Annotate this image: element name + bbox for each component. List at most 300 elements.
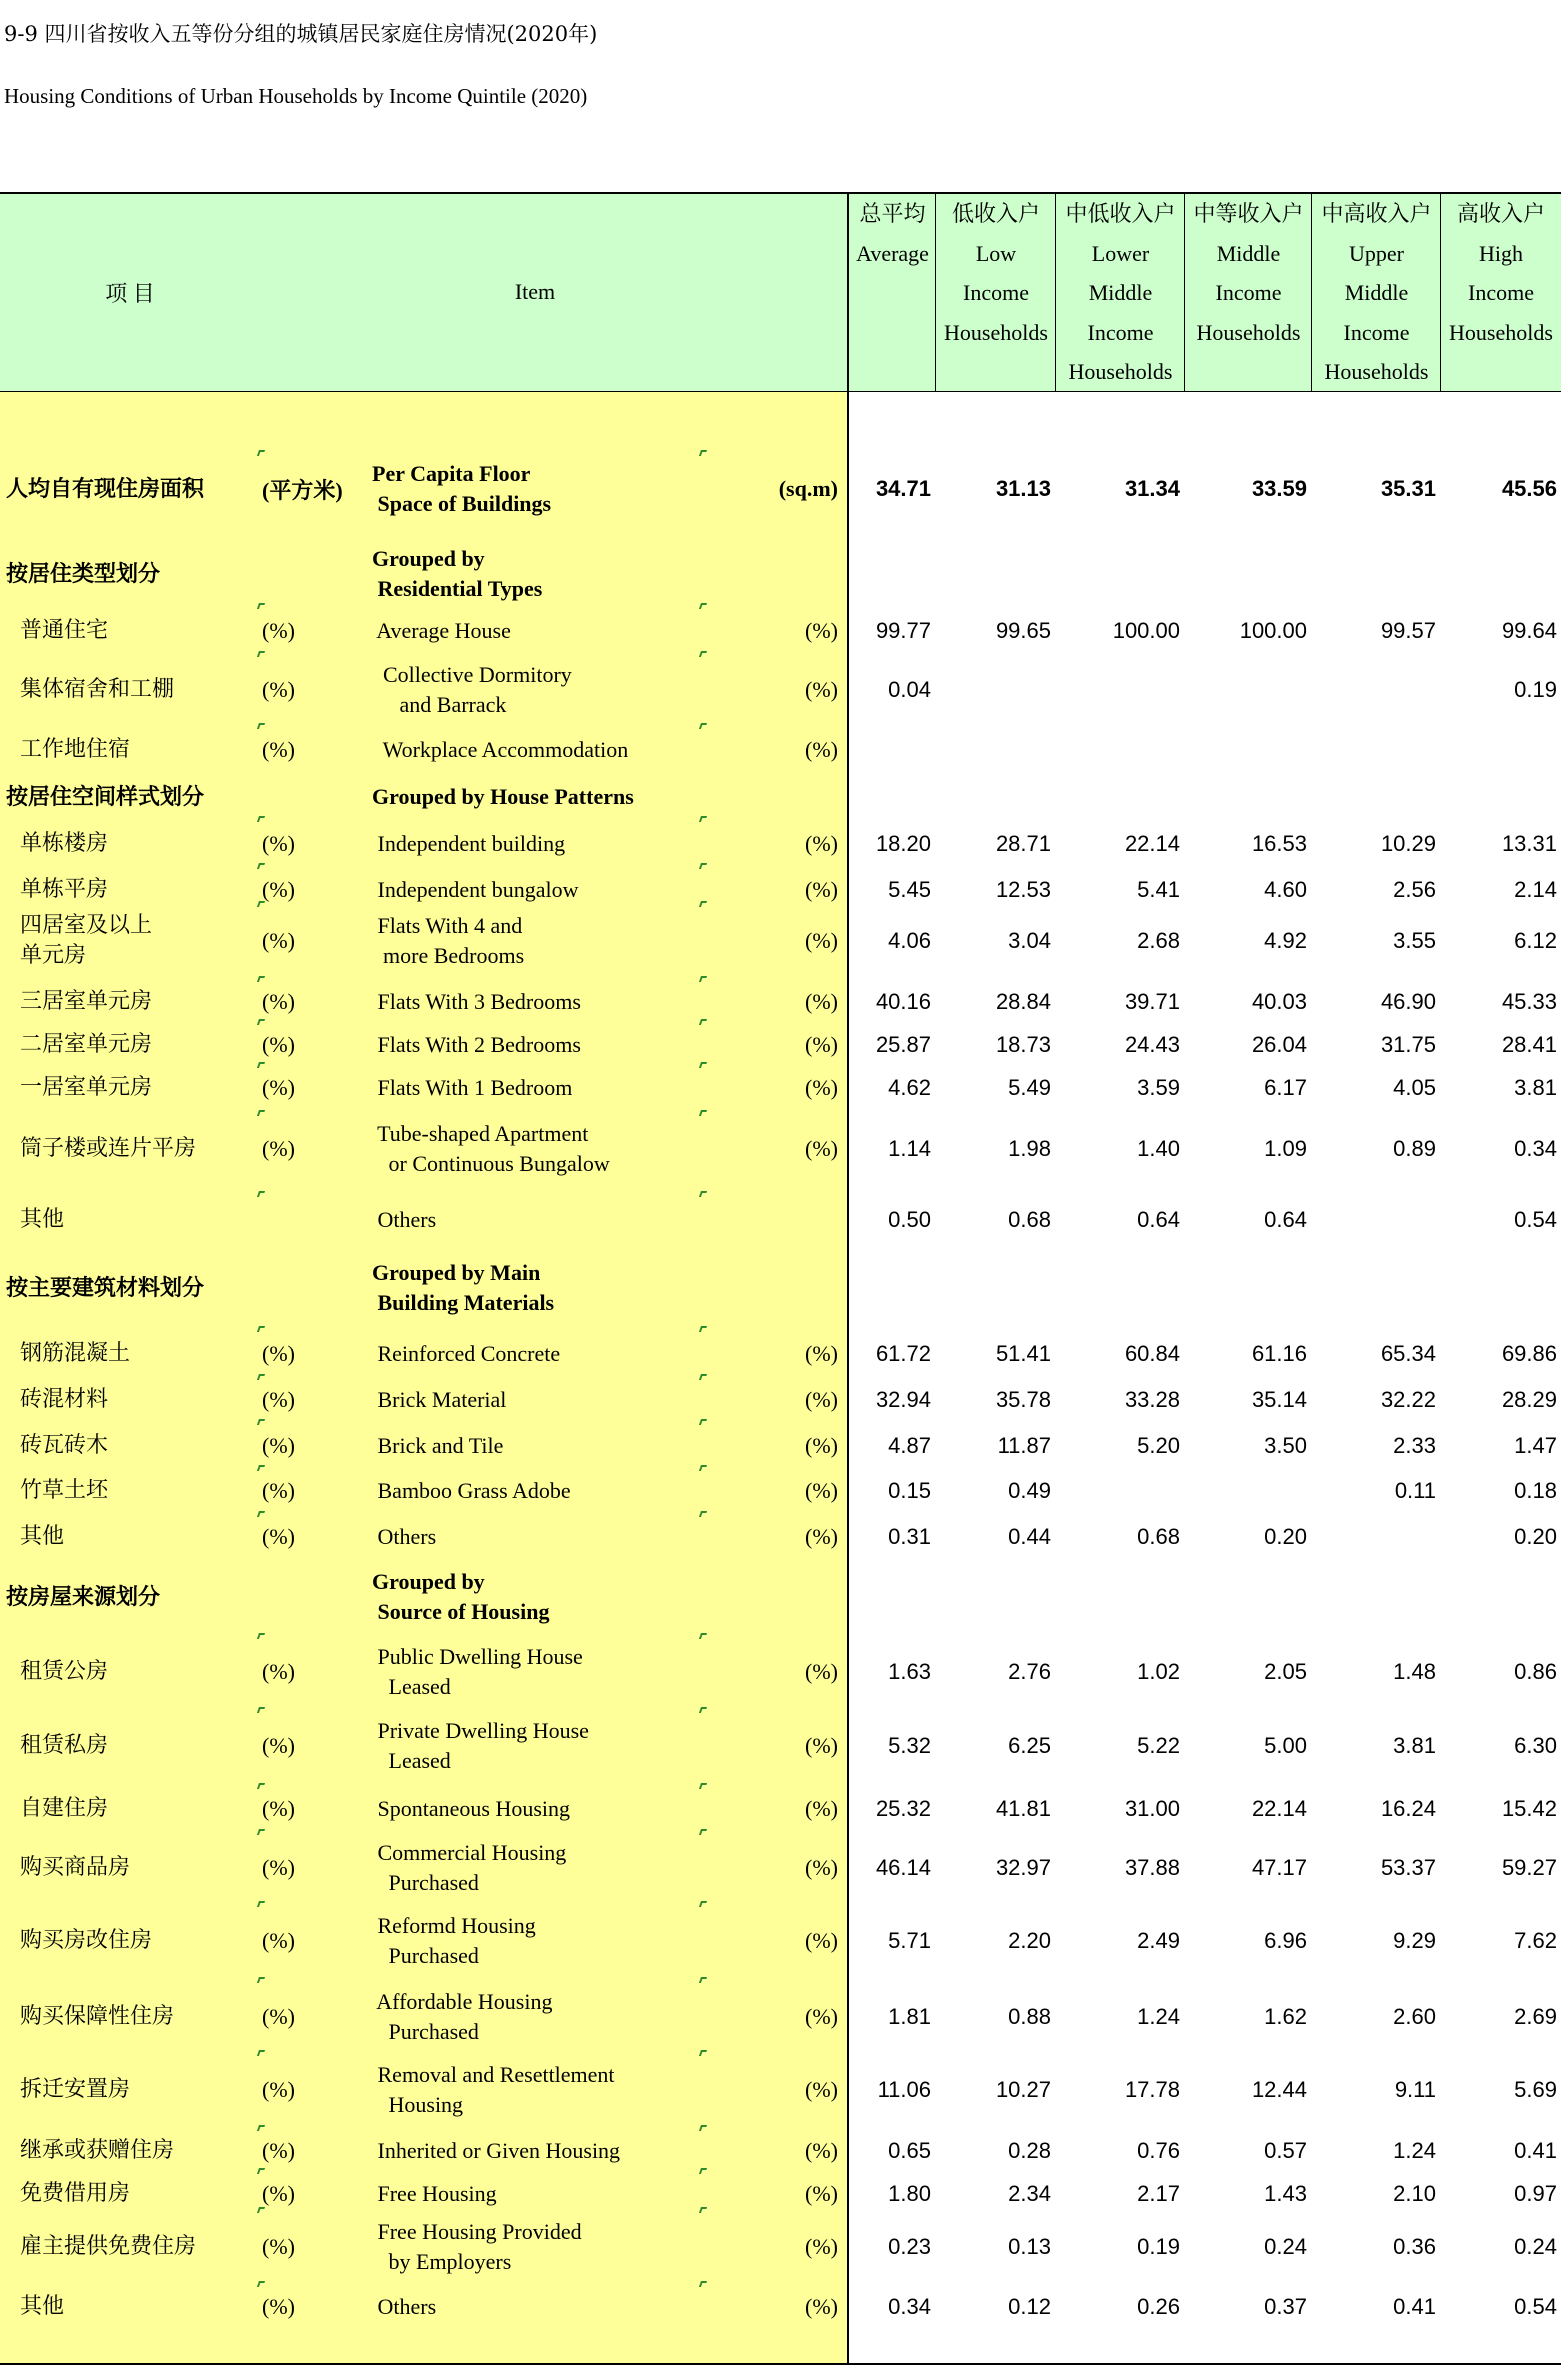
table-cell-value: 2.56 xyxy=(1393,877,1436,902)
table-cell-value: 5.32 xyxy=(888,1733,931,1758)
table-cell-value: 0.04 xyxy=(888,677,931,702)
table-cell-value: 51.41 xyxy=(995,1341,1051,1366)
cell-marker-icon xyxy=(700,2281,704,2285)
table-cell-value: 69.86 xyxy=(1501,1341,1557,1366)
table-cell-value: 16.53 xyxy=(1251,831,1307,856)
table-cell-value: 100.00 xyxy=(1239,618,1307,643)
table-cell-value: 5.22 xyxy=(1137,1733,1180,1758)
row-unit-cn: (%) xyxy=(262,831,295,856)
cell-marker-icon xyxy=(258,2125,262,2129)
table-cell-value: 1.02 xyxy=(1137,1659,1180,1684)
table-cell-value: 1.09 xyxy=(1264,1136,1307,1161)
table-cell-value: 0.12 xyxy=(1008,2294,1051,2319)
row-label-cn: 自建住房 xyxy=(6,1796,108,1821)
column-header-label: 中等收入户 Middle Income Households xyxy=(1193,201,1304,345)
row-label-cn: 其他 xyxy=(6,2294,64,2319)
row-unit-cn: (%) xyxy=(262,2077,295,2102)
row-label-en: Flats With 4 and more Bedrooms xyxy=(377,913,525,968)
row-label-en: Inherited or Given Housing xyxy=(372,2138,621,2163)
table-cell-value: 0.86 xyxy=(1514,1659,1557,1684)
table-cell-value: 17.78 xyxy=(1124,2077,1180,2102)
table-cell-value: 46.14 xyxy=(875,1855,931,1880)
table-cell-value: 4.06 xyxy=(888,928,931,953)
row-label-cn: 砖瓦砖木 xyxy=(6,1433,108,1458)
page-title-cn: 9-9 四川省按收入五等份分组的城镇居民家庭住房情况(2020年) xyxy=(4,22,598,46)
cell-marker-icon xyxy=(258,1019,262,1023)
cell-marker-icon xyxy=(258,1465,262,1469)
row-unit-cn: (%) xyxy=(262,2138,295,2163)
cell-marker-icon xyxy=(700,2050,704,2054)
row-unit-cn: (平方米) xyxy=(262,477,343,503)
row-label-cn: 四居室及以上 单元房 xyxy=(19,913,152,968)
row-label-en: Grouped by Source of Housing xyxy=(372,1569,550,1624)
table-cell-value: 32.22 xyxy=(1380,1387,1436,1412)
row-label-en: Reformd Housing Purchased xyxy=(377,1913,536,1968)
row-label-en: Others xyxy=(372,2294,437,2319)
table-cell-value: 99.65 xyxy=(995,618,1051,643)
cell-marker-icon xyxy=(258,1707,262,1711)
table-cell-value: 46.90 xyxy=(1380,989,1436,1014)
table-cell-value: 18.20 xyxy=(875,831,931,856)
table-cell-value: 24.43 xyxy=(1124,1032,1180,1057)
table-cell-value: 3.81 xyxy=(1393,1733,1436,1758)
row-label-en: Others xyxy=(372,1524,437,1549)
cell-marker-icon xyxy=(258,651,262,655)
row-label-en: Private Dwelling House Leased xyxy=(377,1718,589,1773)
row-label-cn: 集体宿舍和工棚 xyxy=(6,677,174,702)
row-unit-cn: (%) xyxy=(262,2181,295,2206)
table-cell-value: 1.98 xyxy=(1008,1136,1051,1161)
cell-marker-icon xyxy=(258,901,262,905)
row-label-cn: 单栋平房 xyxy=(6,877,108,902)
cell-marker-icon xyxy=(700,1191,704,1195)
row-label-en: Flats With 1 Bedroom xyxy=(372,1075,573,1100)
row-unit-en: (%) xyxy=(805,1796,838,1821)
row-label-cn: 其他 xyxy=(6,1207,64,1232)
table-cell-value: 5.49 xyxy=(1008,1075,1051,1100)
row-label-en: Tube-shaped Apartment or Continuous Bungalow xyxy=(377,1121,610,1176)
table-cell-value: 65.34 xyxy=(1380,1341,1436,1366)
table-cell-value: 15.42 xyxy=(1501,1796,1557,1821)
row-label-en: Bamboo Grass Adobe xyxy=(372,1478,571,1503)
row-unit-cn: (%) xyxy=(262,877,295,902)
table-cell-value: 11.87 xyxy=(997,1433,1051,1458)
cell-marker-icon xyxy=(700,450,704,454)
table-cell-value: 0.19 xyxy=(1514,677,1557,702)
table-cell-value: 34.71 xyxy=(875,476,931,501)
cell-marker-icon xyxy=(700,1901,704,1905)
cell-marker-icon xyxy=(700,816,704,820)
table-cell-value: 0.64 xyxy=(1137,1207,1180,1232)
table-cell-value: 47.17 xyxy=(1251,1855,1307,1880)
table-cell-value: 11.06 xyxy=(877,2077,931,2102)
row-label-cn: 租赁公房 xyxy=(6,1659,108,1684)
cell-marker-icon xyxy=(258,723,262,727)
table-cell-value: 41.81 xyxy=(995,1796,1051,1821)
table-cell-value: 1.14 xyxy=(888,1136,931,1161)
row-unit-en: (%) xyxy=(805,1524,838,1549)
row-unit-en: (%) xyxy=(805,2077,838,2102)
row-label-en: Public Dwelling House Leased xyxy=(377,1644,583,1699)
table-cell-value: 13.31 xyxy=(1501,831,1557,856)
row-label-cn: 按居住类型划分 xyxy=(6,561,161,587)
table-cell-value: 9.29 xyxy=(1393,1928,1436,1953)
row-unit-en: (%) xyxy=(805,1928,838,1953)
table-cell-value: 0.34 xyxy=(888,2294,931,2319)
table-cell-value: 0.15 xyxy=(888,1478,931,1503)
table-cell-value: 1.43 xyxy=(1264,2181,1307,2206)
page-title-en: Housing Conditions of Urban Households by Income Quintile (2020) xyxy=(4,84,588,108)
table-cell-value: 3.55 xyxy=(1393,928,1436,953)
row-unit-cn: (%) xyxy=(262,1433,295,1458)
cell-marker-icon xyxy=(700,1977,704,1981)
table-cell-value: 40.03 xyxy=(1251,989,1307,1014)
table-cell-value: 0.44 xyxy=(1008,1524,1051,1549)
table-cell-value: 3.50 xyxy=(1264,1433,1307,1458)
table-cell-value: 5.20 xyxy=(1137,1433,1180,1458)
table-cell-value: 3.81 xyxy=(1514,1075,1557,1100)
row-label-en: Commercial Housing Purchased xyxy=(377,1840,567,1895)
row-unit-cn: (%) xyxy=(262,1928,295,1953)
table-cell-value: 2.68 xyxy=(1137,928,1180,953)
table-cell-value: 0.68 xyxy=(1137,1524,1180,1549)
row-unit-cn: (%) xyxy=(262,1387,295,1412)
table-cell-value: 2.76 xyxy=(1008,1659,1051,1684)
row-unit-en: (%) xyxy=(805,2294,838,2319)
table-cell-value: 2.34 xyxy=(1008,2181,1051,2206)
row-unit-cn: (%) xyxy=(262,1796,295,1821)
row-unit-en: (%) xyxy=(805,618,838,643)
cell-marker-icon xyxy=(258,976,262,980)
column-header-label: 中高收入户 Upper Middle Income Households xyxy=(1321,201,1432,384)
table-cell-value: 33.59 xyxy=(1251,476,1307,501)
table-cell-value: 0.50 xyxy=(888,1207,931,1232)
table-cell-value: 53.37 xyxy=(1380,1855,1436,1880)
column-header-label: 总平均 Average xyxy=(856,201,929,266)
table-cell-value: 28.29 xyxy=(1501,1387,1557,1412)
table-cell-value: 0.54 xyxy=(1514,1207,1557,1232)
row-label-en: Affordable Housing Purchased xyxy=(376,1989,553,2044)
cell-marker-icon xyxy=(700,1511,704,1515)
table-cell-value: 22.14 xyxy=(1124,831,1180,856)
table-cell-value: 2.33 xyxy=(1393,1433,1436,1458)
table-cell-value: 28.84 xyxy=(995,989,1051,1014)
cell-marker-icon xyxy=(700,976,704,980)
table-cell-value: 10.29 xyxy=(1380,831,1436,856)
table-cell-value: 0.89 xyxy=(1393,1136,1436,1161)
cell-marker-icon xyxy=(700,1110,704,1114)
column-header xyxy=(1441,192,1561,394)
table-cell-value: 2.17 xyxy=(1137,2181,1180,2206)
table-cell-value: 18.73 xyxy=(995,1032,1051,1057)
row-unit-en: (%) xyxy=(805,1341,838,1366)
row-unit-cn: (%) xyxy=(262,677,295,702)
table-cell-value: 6.30 xyxy=(1514,1733,1557,1758)
table-cell-value: 45.56 xyxy=(1501,476,1557,501)
row-label-cn: 钢筋混凝土 xyxy=(6,1341,130,1366)
row-unit-cn: (%) xyxy=(262,737,295,762)
row-unit-cn: (%) xyxy=(262,1478,295,1503)
row-label-en: Workplace Accommodation xyxy=(372,737,629,762)
row-unit-en: (%) xyxy=(805,1433,838,1458)
table-cell-value: 99.57 xyxy=(1380,618,1436,643)
row-label-cn: 三居室单元房 xyxy=(6,989,152,1014)
column-header xyxy=(936,192,1056,394)
table-cell-value: 9.11 xyxy=(1394,2077,1436,2102)
table-cell-value: 33.28 xyxy=(1124,1387,1180,1412)
table-cell-value: 35.14 xyxy=(1251,1387,1307,1412)
cell-marker-icon xyxy=(700,863,704,867)
table-cell-value: 0.54 xyxy=(1514,2294,1557,2319)
table-cell-value: 1.24 xyxy=(1137,2004,1180,2029)
table-cell-value: 2.60 xyxy=(1393,2004,1436,2029)
row-label-en: Free Housing Provided by Employers xyxy=(377,2219,582,2274)
table-cell-value: 6.12 xyxy=(1514,928,1557,953)
column-header xyxy=(1185,192,1312,394)
row-unit-en: (%) xyxy=(805,737,838,762)
row-unit-cn: (%) xyxy=(262,1524,295,1549)
row-label-cn: 按主要建筑材料划分 xyxy=(6,1275,205,1301)
table-cell-value: 0.49 xyxy=(1008,1478,1051,1503)
column-header xyxy=(1056,192,1185,394)
table-cell-value: 0.76 xyxy=(1137,2138,1180,2163)
cell-marker-icon xyxy=(258,2168,262,2172)
row-label-en: Independent bungalow xyxy=(372,877,579,902)
table-cell-value: 59.27 xyxy=(1501,1855,1557,1880)
table-cell-value: 4.87 xyxy=(888,1433,931,1458)
cell-marker-icon xyxy=(700,901,704,905)
header-item-en: Item xyxy=(514,279,556,304)
table-cell-value: 1.24 xyxy=(1393,2138,1436,2163)
table-cell-value: 25.32 xyxy=(875,1796,931,1821)
cell-marker-icon xyxy=(258,2207,262,2211)
cell-marker-icon xyxy=(700,1829,704,1833)
table-cell-value: 6.17 xyxy=(1264,1075,1307,1100)
row-label-en: Reinforced Concrete xyxy=(372,1341,561,1366)
table-cell-value: 2.14 xyxy=(1514,877,1557,902)
row-unit-en: (%) xyxy=(805,877,838,902)
table-cell-value: 0.36 xyxy=(1393,2234,1436,2259)
row-label-cn: 普通住宅 xyxy=(6,618,108,643)
row-unit-cn: (%) xyxy=(262,1032,295,1057)
table-cell-value: 0.31 xyxy=(888,1524,931,1549)
cell-marker-icon xyxy=(700,2207,704,2211)
row-unit-en: (%) xyxy=(805,1032,838,1057)
row-unit-cn: (%) xyxy=(262,928,295,953)
table-cell-value: 6.96 xyxy=(1264,1928,1307,1953)
row-label-cn: 筒子楼或连片平房 xyxy=(6,1136,196,1161)
row-unit-cn: (%) xyxy=(262,2004,295,2029)
table-cell-value: 5.45 xyxy=(888,877,931,902)
row-label-en: Brick Material xyxy=(372,1387,507,1412)
table-cell-value: 35.78 xyxy=(995,1387,1051,1412)
row-label-cn: 租赁私房 xyxy=(6,1733,108,1758)
row-label-cn: 单栋楼房 xyxy=(6,831,108,856)
table-cell-value: 0.19 xyxy=(1137,2234,1180,2259)
table-cell-value: 0.88 xyxy=(1008,2004,1051,2029)
cell-marker-icon xyxy=(700,1326,704,1330)
cell-marker-icon xyxy=(258,863,262,867)
table-cell-value: 4.05 xyxy=(1393,1075,1436,1100)
table-cell-value: 39.71 xyxy=(1124,989,1180,1014)
table-cell-value: 1.80 xyxy=(888,2181,931,2206)
column-header-label: 高收入户 High Income Households xyxy=(1449,201,1553,345)
cell-marker-icon xyxy=(258,1511,262,1515)
table-cell-value: 0.24 xyxy=(1514,2234,1557,2259)
column-header-label: 中低收入户 Lower Middle Income Households xyxy=(1065,201,1176,384)
row-unit-en: (%) xyxy=(805,928,838,953)
cell-marker-icon xyxy=(258,1977,262,1981)
cell-marker-icon xyxy=(258,2050,262,2054)
table-cell-value: 2.20 xyxy=(1008,1928,1051,1953)
table-cell-value: 0.20 xyxy=(1264,1524,1307,1549)
table-cell-value: 0.24 xyxy=(1264,2234,1307,2259)
table-cell-value: 32.97 xyxy=(995,1855,1051,1880)
cell-marker-icon xyxy=(258,450,262,454)
row-label-cn: 雇主提供免费住房 xyxy=(6,2234,196,2259)
row-label-cn: 按房屋来源划分 xyxy=(6,1584,161,1610)
row-label-cn: 工作地住宿 xyxy=(6,737,130,762)
table-cell-value: 0.41 xyxy=(1514,2138,1557,2163)
column-header-label: 低收入户 Low Income Households xyxy=(944,201,1048,345)
row-unit-en: (%) xyxy=(805,831,838,856)
row-unit-cn: (%) xyxy=(262,1733,295,1758)
row-unit-en: (%) xyxy=(805,2138,838,2163)
row-unit-en: (%) xyxy=(805,2234,838,2259)
table-cell-value: 2.05 xyxy=(1264,1659,1307,1684)
row-unit-en: (%) xyxy=(805,1387,838,1412)
table-cell-value: 61.16 xyxy=(1251,1341,1307,1366)
table-cell-value: 0.18 xyxy=(1514,1478,1557,1503)
table-cell-value: 0.64 xyxy=(1264,1207,1307,1232)
cell-marker-icon xyxy=(258,603,262,607)
table-cell-value: 0.97 xyxy=(1514,2181,1557,2206)
table-cell-value: 3.59 xyxy=(1137,1075,1180,1100)
cell-marker-icon xyxy=(258,1829,262,1833)
table-cell-value: 0.41 xyxy=(1393,2294,1436,2319)
table-cell-value: 0.57 xyxy=(1264,2138,1307,2163)
cell-marker-icon xyxy=(258,1901,262,1905)
table-cell-value: 5.00 xyxy=(1264,1733,1307,1758)
row-label-cn: 购买房改住房 xyxy=(6,1928,152,1953)
row-label-en: Free Housing xyxy=(372,2181,497,2206)
table-cell-value: 3.04 xyxy=(1008,928,1051,953)
table-cell-value: 25.87 xyxy=(875,1032,931,1057)
row-label-en: Grouped by Main Building Materials xyxy=(372,1260,555,1315)
label-divider xyxy=(847,192,849,2365)
row-label-cn: 竹草土坯 xyxy=(6,1478,108,1503)
row-unit-cn: (%) xyxy=(262,1075,295,1100)
table-cell-value: 32.94 xyxy=(875,1387,931,1412)
table-cell-value: 10.27 xyxy=(995,2077,1051,2102)
table-cell-value: 28.71 xyxy=(995,831,1051,856)
row-label-en: Others xyxy=(372,1207,437,1232)
table-cell-value: 4.92 xyxy=(1264,928,1307,953)
table-cell-value: 0.28 xyxy=(1008,2138,1051,2163)
table-cell-value: 12.53 xyxy=(995,877,1051,902)
column-header xyxy=(849,192,936,394)
row-unit-cn: (%) xyxy=(262,2294,295,2319)
table-cell-value: 1.40 xyxy=(1137,1136,1180,1161)
table-cell-value: 26.04 xyxy=(1251,1032,1307,1057)
row-unit-en: (%) xyxy=(805,1136,838,1161)
row-unit-cn: (%) xyxy=(262,989,295,1014)
table-cell-value: 0.68 xyxy=(1008,1207,1051,1232)
cell-marker-icon xyxy=(700,1019,704,1023)
row-label-cn: 拆迁安置房 xyxy=(6,2077,130,2102)
row-label-en: Grouped by House Patterns xyxy=(372,784,634,809)
cell-marker-icon xyxy=(700,2125,704,2129)
row-unit-en: (%) xyxy=(805,1478,838,1503)
table-cell-value: 28.41 xyxy=(1501,1032,1557,1057)
table-cell-value: 99.64 xyxy=(1501,618,1557,643)
table-cell-value: 0.34 xyxy=(1514,1136,1557,1161)
table-cell-value: 2.69 xyxy=(1514,2004,1557,2029)
row-label-en: Collective Dormitory and Barrack xyxy=(383,662,572,717)
table-cell-value: 0.37 xyxy=(1264,2294,1307,2319)
table-cell-value: 16.24 xyxy=(1380,1796,1436,1821)
table-cell-value: 2.10 xyxy=(1393,2181,1436,2206)
table-cell-value: 0.13 xyxy=(1008,2234,1051,2259)
cell-marker-icon xyxy=(258,816,262,820)
row-label-en: Brick and Tile xyxy=(372,1433,504,1458)
row-unit-en: (%) xyxy=(805,1855,838,1880)
row-label-en: Flats With 2 Bedrooms xyxy=(372,1032,581,1057)
row-unit-cn: (%) xyxy=(262,1855,295,1880)
row-label-cn: 购买保障性住房 xyxy=(6,2004,174,2029)
table-cell-value: 40.16 xyxy=(875,989,931,1014)
cell-marker-icon xyxy=(258,1419,262,1423)
table-cell-value: 6.25 xyxy=(1008,1733,1051,1758)
cell-marker-icon xyxy=(700,1062,704,1066)
table-cell-value: 0.23 xyxy=(888,2234,931,2259)
cell-marker-icon xyxy=(258,1783,262,1787)
header-item-cn: 项 目 xyxy=(105,280,155,306)
cell-marker-icon xyxy=(258,1633,262,1637)
row-unit-cn: (%) xyxy=(262,1659,295,1684)
row-label-cn: 一居室单元房 xyxy=(6,1075,152,1100)
row-label-cn: 免费借用房 xyxy=(6,2181,130,2206)
table-cell-value: 7.62 xyxy=(1514,1928,1557,1953)
row-label-cn: 按居住空间样式划分 xyxy=(6,784,205,810)
cell-marker-icon xyxy=(700,1374,704,1378)
row-label-en: Average House xyxy=(372,618,511,643)
table-cell-value: 45.33 xyxy=(1501,989,1557,1014)
row-label-en: Removal and Resettlement Housing xyxy=(377,2062,615,2117)
row-label-cn: 二居室单元房 xyxy=(6,1032,152,1057)
row-label-cn: 其他 xyxy=(6,1524,64,1549)
table-cell-value: 22.14 xyxy=(1251,1796,1307,1821)
table-cell-value: 1.81 xyxy=(888,2004,931,2029)
row-unit-en: (%) xyxy=(805,2004,838,2029)
cell-marker-icon xyxy=(700,1465,704,1469)
column-header xyxy=(1312,192,1441,394)
table-cell-value: 5.69 xyxy=(1514,2077,1557,2102)
cell-marker-icon xyxy=(258,1326,262,1330)
table-cell-value: 0.20 xyxy=(1514,1524,1557,1549)
table-cell-value: 1.63 xyxy=(888,1659,931,1684)
row-unit-cn: (%) xyxy=(262,2234,295,2259)
table-cell-value: 31.13 xyxy=(995,476,1051,501)
row-label-en: Per Capita Floor Space of Buildings xyxy=(372,461,552,516)
row-unit-en: (%) xyxy=(805,989,838,1014)
row-label-en: Flats With 3 Bedrooms xyxy=(372,989,581,1014)
row-label-en: Spontaneous Housing xyxy=(372,1796,570,1821)
row-unit-en: (%) xyxy=(805,1659,838,1684)
table-cell-value: 35.31 xyxy=(1380,476,1436,501)
cell-marker-icon xyxy=(258,2281,262,2285)
cell-marker-icon xyxy=(258,1374,262,1378)
